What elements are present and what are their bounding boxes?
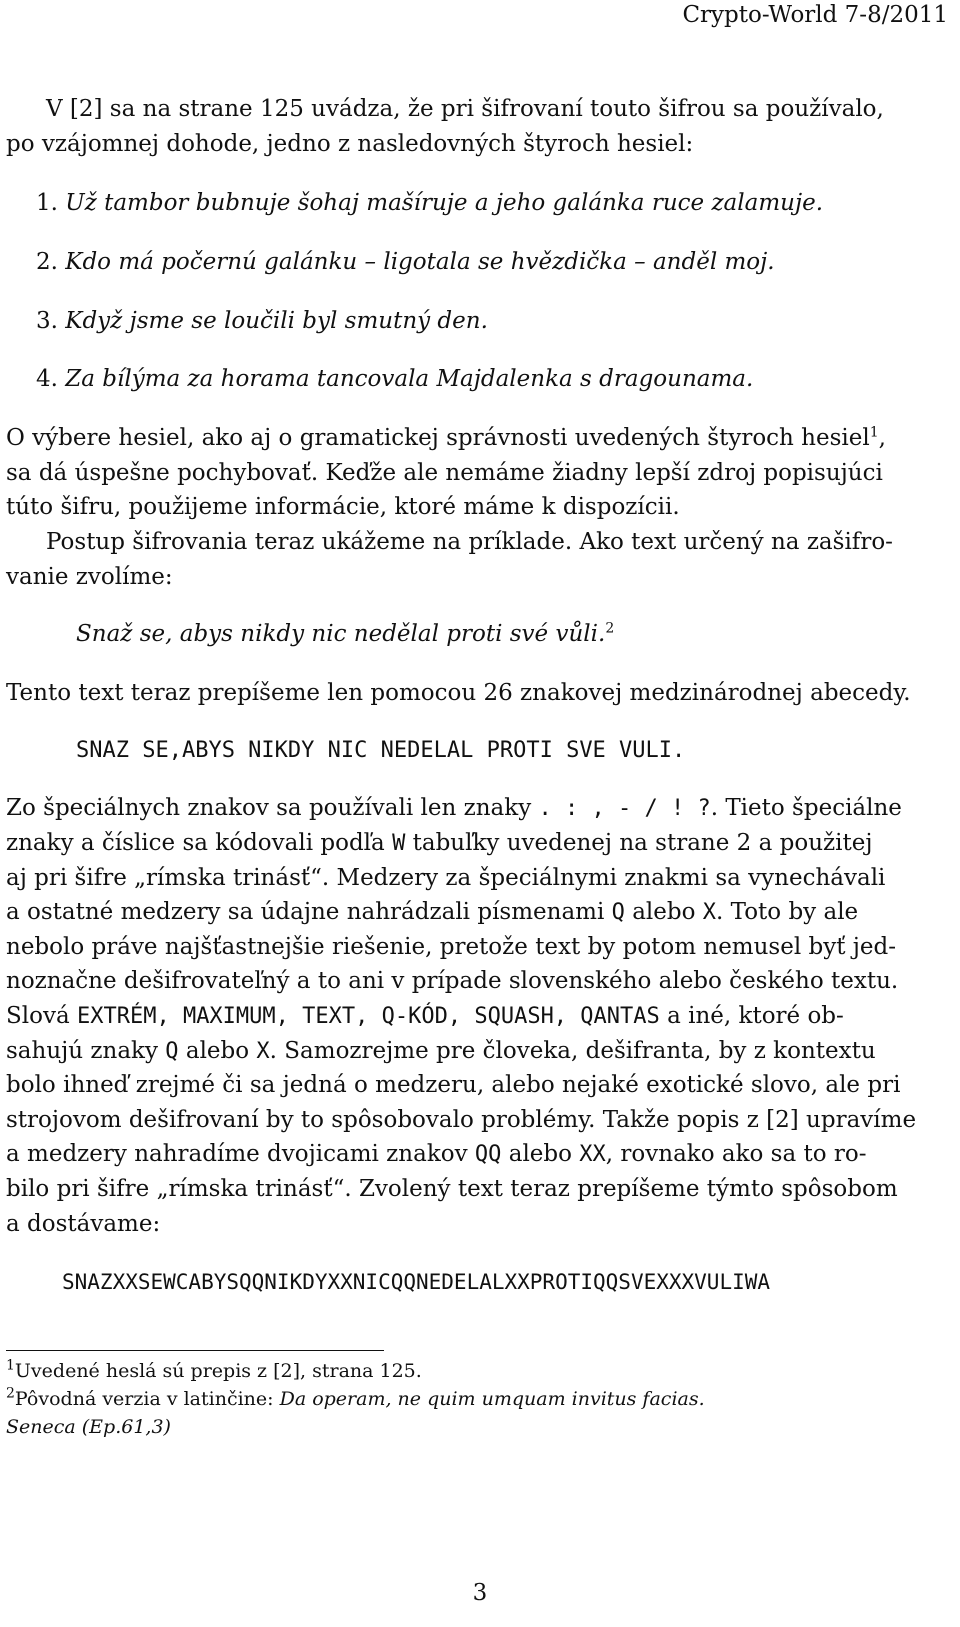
para3-text: . Toto by ale	[716, 899, 859, 925]
para3-text: znaky a číslice sa kódovali podľa	[6, 830, 385, 856]
para3-line-7	[6, 999, 844, 1034]
inline-code: X	[256, 1039, 270, 1064]
special-chars-code: . : , - / ! ?	[538, 796, 711, 821]
footnote-mark: 2	[6, 1385, 15, 1402]
para3-line-6: noznačne dešifrovateľný a to ani v prípade slovenského alebo českého textu.	[6, 968, 899, 994]
para3-text: , rovnako ako sa to ro-	[605, 1141, 867, 1167]
footnote-2-source: Seneca (Ep.61,3)	[6, 1416, 171, 1438]
para3-line-9: bolo ihneď zrejmé či sa jedná o medzeru, alebo nejaké exotické slovo, ale pri	[6, 1072, 901, 1098]
para3-text: a medzery nahradíme dvojicami znakov	[6, 1141, 468, 1167]
para3-line-4	[6, 895, 858, 930]
para3-text: a ostatné medzery sa údajne nahrádzali písmenami	[6, 899, 605, 925]
list-text: Když jsme se loučili byl smutný den.	[65, 308, 488, 334]
para3-text: alebo	[185, 1038, 250, 1064]
inline-code: X	[702, 900, 717, 925]
transformed-text: SNAZXXSEWCABYSQQNIKDYXXNICQQNEDELALXXPROTIQQSVEXXXVULIWA	[62, 1270, 771, 1294]
list-text: Za bílýma za horama tancovala Majdalenka s dragounama.	[65, 366, 754, 392]
inline-code: XX	[579, 1142, 606, 1167]
para3-text: alebo	[632, 899, 696, 925]
quote-text: Snaž se, abys nikdy nic nedělal proti své vůli.	[76, 621, 606, 647]
footnote-text: Pôvodná verzia v latinčine:	[14, 1388, 280, 1410]
inline-code: QQ	[474, 1142, 502, 1167]
para2-line-1: Tento text teraz prepíšeme len pomocou 26 znakovej medzinárodnej abecedy.	[6, 680, 911, 706]
footnote-latin-quote: Da operam, ne quim umquam invitus facias.	[279, 1388, 705, 1410]
list-number: 2.	[36, 249, 58, 275]
list-item	[36, 186, 823, 220]
intro-line-1: V [2] sa na strane 125 uvádza, že pri šifrovaní touto šifrou sa používalo,	[46, 96, 884, 122]
list-number: 4.	[36, 366, 58, 392]
plaintext-example: SNAZ SE,ABYS NIKDY NIC NEDELAL PROTI SVE VULI.	[76, 738, 686, 763]
list-item	[36, 245, 775, 279]
para1-line-2: sa dá úspešne pochybovať. Keďže ale nemáme žiadny lepší zdroj popisujúci	[6, 460, 883, 486]
para3-text: tabuľky uvedenej na strane 2 a použitej	[412, 830, 873, 856]
footnote-ref-1: 1	[869, 424, 879, 441]
footnote-divider	[6, 1350, 384, 1351]
list-text: Kdo má počernú galánku – ligotala se hvězdička – anděl moj.	[65, 249, 775, 275]
inline-code: Q	[611, 900, 625, 925]
list-number: 3.	[36, 308, 58, 334]
para3-line-10: strojovom dešifrovaní by to spôsobovalo problémy. Takže popis z [2] upravíme	[6, 1107, 917, 1133]
list-item	[36, 362, 753, 396]
para3-line-8	[6, 1034, 876, 1069]
para3-line-12: bilo pri šifre „rímska trinásť“. Zvolený text teraz prepíšeme týmto spôsobom	[6, 1176, 898, 1202]
list-text: Už tambor bubnuje šohaj mašíruje a jeho galánka ruce zalamuje.	[65, 190, 824, 216]
list-item	[36, 304, 488, 338]
footnote-mark: 1	[6, 1357, 15, 1374]
footnote-1	[6, 1357, 422, 1385]
para3-text: sahujú znaky	[6, 1038, 158, 1064]
para3-text: Zo špeciálnych znakov sa používali len znaky	[6, 795, 532, 821]
para3-text: . Tieto špeciálne	[710, 795, 902, 821]
para1-text: O výbere hesiel, ako aj o gramatickej správnosti uvedených štyroch hesiel	[6, 425, 870, 451]
intro-line-2: po vzájomnej dohode, jedno z nasledovných štyroch hesiel:	[6, 131, 694, 157]
para3-line-13: a dostávame:	[6, 1211, 161, 1237]
journal-header: Crypto-World 7-8/2011	[682, 2, 948, 28]
list-number: 1.	[36, 190, 58, 216]
para1-comma: ,	[878, 425, 886, 451]
para3-line-3: aj pri šifre „rímska trinásť“. Medzery za špeciálnymi znakmi sa vynechávali	[6, 865, 886, 891]
para3-line-1	[6, 791, 902, 826]
footnote-ref-2: 2	[605, 620, 615, 637]
para3-line-2	[6, 826, 872, 861]
para3-text: a iné, ktoré ob-	[667, 1003, 844, 1029]
page-number: 3	[472, 1580, 488, 1606]
para1-line-5: vanie zvolíme:	[6, 564, 173, 590]
para1-line-1	[6, 421, 886, 455]
para1-line-4: Postup šifrovania teraz ukážeme na príklade. Ako text určený na zašifro-	[46, 529, 893, 555]
footnote-text: Uvedené heslá sú prepis z [2], strana 125.	[14, 1360, 422, 1382]
example-quote	[76, 617, 614, 651]
para3-text: . Samozrejme pre človeka, dešifranta, by z kontextu	[269, 1038, 876, 1064]
para1-line-3: túto šifru, použijeme informácie, ktoré máme k dispozícii.	[6, 494, 680, 520]
para3-text: alebo	[508, 1141, 572, 1167]
footnote-2	[6, 1385, 705, 1413]
para3-line-5: nebolo práve najšťastnejšie riešenie, pretože text by potom nemusel byť jed-	[6, 934, 897, 960]
para3-text: Slová	[6, 1003, 70, 1029]
inline-code: W	[392, 831, 406, 856]
inline-code: Q	[165, 1039, 179, 1064]
para3-line-11	[6, 1137, 867, 1172]
inline-code: EXTRÉM, MAXIMUM, TEXT, Q-KÓD, SQUASH, QANTAS	[76, 1004, 660, 1029]
